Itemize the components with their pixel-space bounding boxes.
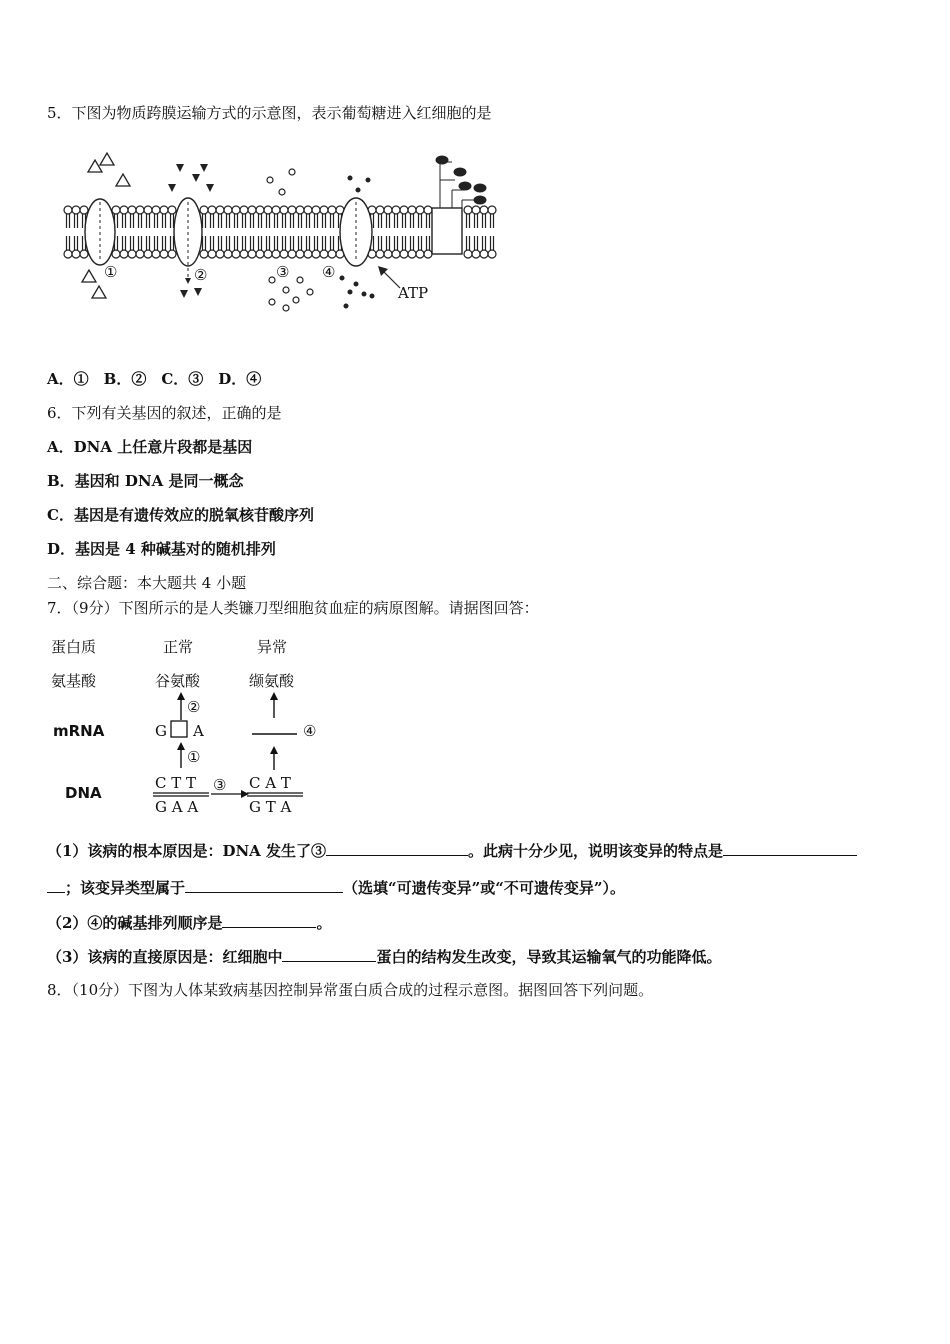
row-label-dna: DNA (65, 784, 102, 802)
lipid-bilayer (64, 206, 496, 258)
q7-stem: 7．（9分）下图所示的是人类镰刀型细胞贫血症的病原图解。请据图回答： (47, 599, 539, 617)
q7-part2 (47, 912, 331, 933)
row-label-mrna: mRNA (53, 722, 105, 740)
mark-1: ① (187, 748, 201, 766)
q7-p1-a: （1）该病的根本原因是：DNA 发生了③ (47, 842, 327, 860)
label-2: ② (194, 266, 208, 284)
mrna-right: A (193, 722, 204, 740)
sickle-cell-diagram (45, 630, 345, 820)
q7-p3-b: 蛋白的结构发生改变，导致其运输氧气的功能降低。 (376, 948, 722, 966)
mrna-blank-box (171, 721, 187, 737)
q7-p2-b: 。 (316, 914, 332, 932)
q8-stem: 8．（10分）下图为人体某致病基因控制异常蛋白质合成的过程示意图。据图回答下列问题。 (47, 981, 654, 999)
signal-molecules (436, 156, 486, 208)
q6-option-d: D．基因是 4 种碱基对的随机排列 (47, 540, 276, 558)
atp-label: ATP (398, 284, 429, 302)
row-label-protein: 蛋白质 (51, 638, 97, 656)
col-normal: 正常 (163, 638, 194, 656)
membrane-transport-figure (60, 150, 510, 320)
q7-p1-b: 。此病十分少见，说明该变异的特点是 (468, 842, 724, 860)
q6-option-b: B．基因和 DNA 是同一概念 (47, 472, 244, 490)
dna-abnormal-bottom: G T A (249, 798, 292, 816)
mark-2: ② (187, 698, 201, 716)
answer-blank-2-cont[interactable] (47, 877, 65, 893)
label-3: ③ (276, 263, 290, 281)
q7-p1-d: （选填“可遗传变异”或“不可遗传变异”）。 (343, 879, 626, 897)
q7-p2-a: （2）④的碱基排列顺序是 (47, 914, 223, 932)
q7-part1-line1 (47, 840, 857, 861)
answer-blank-4[interactable] (222, 912, 316, 928)
mark-4: ④ (303, 722, 317, 740)
q7-p3-a: （3）该病的直接原因是：红细胞中 (47, 948, 283, 966)
q6-option-c: C．基因是有遗传效应的脱氧核苷酸序列 (47, 506, 314, 524)
dna-abnormal-top: C A T (249, 774, 291, 792)
aa-normal: 谷氨酸 (155, 672, 201, 690)
label-4: ④ (322, 263, 336, 281)
q7-part1-line2 (47, 877, 625, 898)
q5-options: A．① B．② C．③ D．④ (47, 370, 262, 388)
mark-3: ③ (213, 776, 227, 794)
answer-blank-2[interactable] (723, 840, 857, 856)
aa-abnormal: 缬氨酸 (249, 672, 295, 690)
col-abnormal: 异常 (257, 638, 288, 656)
mrna-left: G (155, 722, 167, 740)
answer-blank-5[interactable] (282, 946, 376, 962)
q7-p1-c: ；该变异类型属于 (65, 879, 186, 897)
dna-normal-top: C T T (155, 774, 197, 792)
dna-normal-bottom: G A A (155, 798, 199, 816)
q6-option-a: A．DNA 上任意片段都是基因 (47, 438, 253, 456)
row-label-amino-acid: 氨基酸 (51, 672, 97, 690)
section-heading: 二、综合题：本大题共 4 小题 (47, 574, 247, 592)
receptor-protein (432, 208, 462, 254)
label-1: ① (104, 263, 118, 281)
answer-blank-3[interactable] (185, 877, 343, 893)
q6-stem: 6．下列有关基因的叙述，正确的是 (47, 404, 282, 422)
q7-part3 (47, 946, 721, 967)
answer-blank-1[interactable] (326, 840, 468, 856)
q5-stem: 5．下图为物质跨膜运输方式的示意图，表示葡萄糖进入红细胞的是 (47, 104, 492, 122)
